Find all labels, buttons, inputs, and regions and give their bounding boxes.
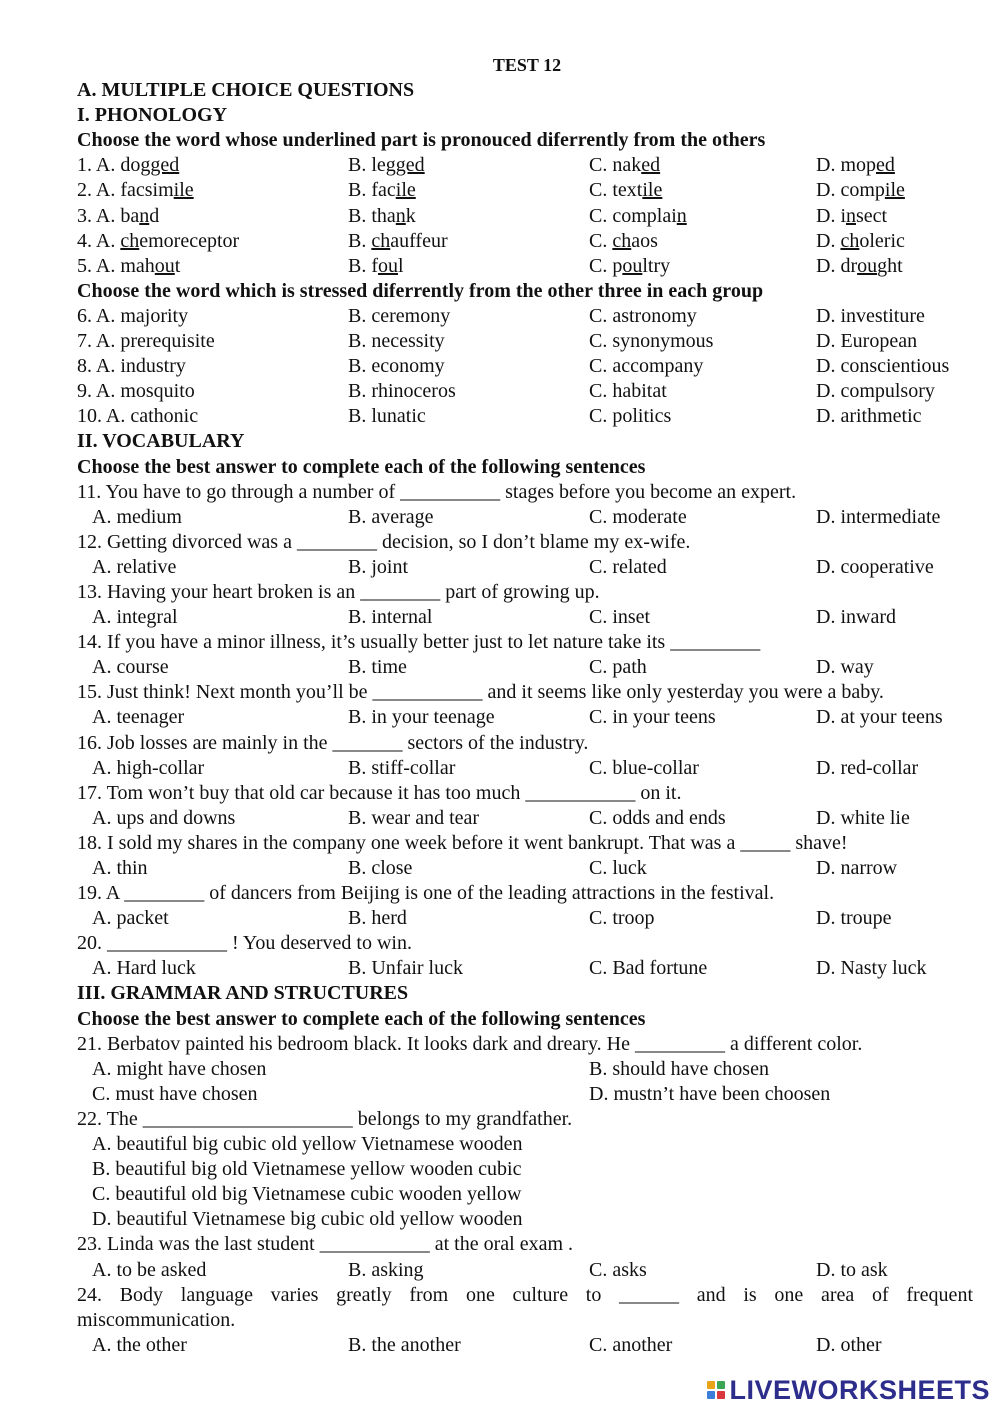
option[interactable]: A. ups and downs (92, 806, 236, 829)
vocabulary-options (77, 505, 977, 530)
option[interactable]: 4. A. chemoreceptor (77, 229, 240, 252)
vocabulary-options (77, 806, 977, 831)
option[interactable]: A. beautiful big cubic old yellow Vietnamese wooden (92, 1133, 523, 1156)
option[interactable]: B. in your teenage (348, 706, 495, 729)
option[interactable]: D. insect (816, 204, 888, 227)
option[interactable]: C. accompany (589, 355, 704, 378)
vocabulary-question: 16. Job losses are mainly in the _______ sectors of the industry. (77, 731, 589, 754)
option[interactable]: A. high-collar (92, 756, 205, 779)
section-a-heading: A. MULTIPLE CHOICE QUESTIONS (77, 79, 415, 102)
option[interactable]: C. astronomy (589, 304, 697, 327)
option[interactable]: D. way (816, 656, 874, 679)
option[interactable]: A. thin (92, 857, 148, 879)
option[interactable]: A. Hard luck (92, 957, 196, 980)
vocabulary-options (77, 856, 977, 881)
option[interactable]: D. compile (816, 179, 905, 202)
option[interactable]: A. relative (92, 555, 177, 578)
option[interactable]: D. investiture (816, 304, 925, 327)
option[interactable]: C. poultry (589, 254, 671, 277)
option[interactable]: 7. A. prerequisite (77, 330, 215, 353)
vocabulary-question: 13. Having your heart broken is an ________ part of growing up. (77, 580, 600, 603)
option[interactable]: 1. A. dogged (77, 154, 180, 177)
option[interactable]: D. intermediate (816, 505, 941, 528)
option[interactable]: C. related (589, 555, 667, 578)
vocabulary-heading: II. VOCABULARY (77, 430, 245, 453)
option[interactable]: B. joint (348, 555, 409, 578)
question-21-options-row1 (77, 1057, 977, 1082)
liveworksheets-logo-icon (707, 1381, 725, 1399)
option[interactable]: A. might have chosen (92, 1057, 267, 1080)
option[interactable]: C. troop (589, 907, 655, 930)
option[interactable]: D. moped (816, 154, 895, 177)
option[interactable]: C. odds and ends (589, 806, 726, 829)
option[interactable]: C. inset (589, 606, 651, 629)
option[interactable]: D. cooperative (816, 555, 934, 578)
vocabulary-options (77, 756, 977, 781)
option[interactable]: D. conscientious (816, 355, 950, 378)
option[interactable]: A. to be asked (92, 1258, 207, 1281)
option[interactable]: B. should have chosen (589, 1057, 769, 1080)
logo-text: LIVEWORKSHEETS (729, 1374, 990, 1405)
option[interactable]: B. asking (348, 1258, 424, 1281)
liveworksheets-logo (707, 1375, 990, 1405)
question-22: 22. The _____________________ belongs to my grandfather. (77, 1107, 573, 1130)
option[interactable]: B. ceremony (348, 304, 451, 327)
option[interactable]: B. stiff-collar (348, 756, 456, 779)
phonology-question (77, 229, 977, 254)
option[interactable]: B. close (348, 857, 413, 879)
option[interactable]: 3. A. band (77, 204, 160, 227)
option[interactable]: D. beautiful Vietnamese big cubic old yellow wooden (92, 1208, 523, 1231)
option[interactable]: D. choleric (816, 229, 905, 252)
option[interactable]: C. path (589, 656, 647, 679)
option[interactable]: C. complain (589, 204, 687, 227)
vocabulary-options (77, 705, 977, 730)
question-24-continued: miscommunication. (77, 1308, 236, 1331)
option[interactable]: C. moderate (589, 505, 687, 528)
option[interactable]: C. habitat (589, 380, 667, 403)
grammar-heading: III. GRAMMAR AND STRUCTURES (77, 982, 409, 1005)
vocabulary-options (77, 655, 977, 680)
option[interactable]: D. other (816, 1333, 882, 1356)
vocabulary-question: 18. I sold my shares in the company one week before it went bankrupt. That was a _____ shave! (77, 831, 848, 854)
option[interactable]: A. the other (92, 1333, 187, 1356)
option[interactable]: B. legged (348, 154, 425, 177)
option[interactable]: D. compulsory (816, 380, 935, 403)
option[interactable]: D. arithmetic (816, 405, 922, 428)
vocabulary-options (77, 956, 977, 981)
option[interactable]: D. inward (816, 606, 896, 629)
vocabulary-options (77, 605, 977, 630)
option[interactable]: B. the another (348, 1333, 461, 1356)
option[interactable]: B. foul (348, 254, 404, 277)
option[interactable]: B. internal (348, 606, 433, 629)
option[interactable]: D. troupe (816, 907, 892, 930)
stress-question (77, 379, 977, 404)
option[interactable]: B. time (348, 656, 407, 679)
option[interactable]: 6. A. majority (77, 304, 189, 327)
vocabulary-options (77, 555, 977, 580)
stress-question (77, 354, 977, 379)
option[interactable]: C. another (589, 1333, 673, 1356)
option[interactable]: B. lunatic (348, 405, 426, 428)
option[interactable]: C. blue-collar (589, 756, 699, 779)
vocabulary-question: 12. Getting divorced was a ________ decision, so I don’t blame my ex-wife. (77, 530, 691, 553)
option[interactable]: D. narrow (816, 857, 898, 879)
option[interactable]: A. teenager (92, 706, 185, 729)
option[interactable]: B. necessity (348, 330, 445, 353)
option[interactable]: B. herd (348, 907, 407, 930)
option[interactable]: C. luck (589, 857, 647, 879)
phonology-instruction: Choose the word whose underlined part is pronouced diferrently from the others (77, 129, 766, 152)
phonology-question (77, 178, 977, 203)
option[interactable]: B. facile (348, 179, 416, 202)
stress-instruction: Choose the word which is stressed diferrently from the other three in each group (77, 279, 764, 302)
option[interactable]: A. medium (92, 505, 182, 528)
grammar-instruction: Choose the best answer to complete each of the following sentences (77, 1007, 646, 1030)
option[interactable]: 10. A. cathonic (77, 405, 199, 428)
option[interactable]: C. synonymous (589, 330, 714, 353)
test-title: TEST 12 (492, 55, 562, 75)
option[interactable]: B. chauffeur (348, 229, 448, 252)
vocabulary-question: 15. Just think! Next month you’ll be ___________ and it seems like only yesterday you were a baby. (77, 681, 884, 704)
option[interactable]: C. politics (589, 405, 672, 428)
option[interactable]: C. Bad fortune (589, 957, 708, 980)
option[interactable]: B. thank (348, 204, 416, 227)
stress-question (77, 304, 977, 329)
option[interactable]: D. at your teens (816, 706, 943, 729)
vocabulary-questions (77, 480, 977, 982)
option[interactable]: D. white lie (816, 806, 910, 829)
stress-question (77, 404, 977, 429)
question-24: 24. Body language varies greatly from one culture to ______ and is one area of frequent (77, 1283, 973, 1306)
question-23-options (77, 1258, 977, 1283)
option[interactable]: 9. A. mosquito (77, 380, 195, 403)
option[interactable]: C. textile (589, 179, 663, 202)
option[interactable]: C. beautiful old big Vietnamese cubic wooden yellow (92, 1183, 522, 1206)
phonology-question (77, 204, 977, 229)
option[interactable]: 8. A. industry (77, 355, 186, 378)
option[interactable]: 5. A. mahout (77, 254, 181, 277)
vocabulary-question: 17. Tom won’t buy that old car because it has too much ___________ on it. (77, 781, 682, 804)
option[interactable]: B. beautiful big old Vietnamese yellow wooden cubic (92, 1158, 522, 1181)
vocabulary-question: 19. A ________ of dancers from Beijing is one of the leading attractions in the festival. (77, 882, 775, 905)
option[interactable]: A. integral (92, 606, 178, 629)
option[interactable]: D. European (816, 330, 918, 353)
option[interactable]: A. course (92, 656, 169, 679)
vocabulary-question: 20. ____________ ! You deserved to win. (77, 932, 412, 955)
option[interactable]: D. drought (816, 254, 903, 277)
option[interactable]: B. wear and tear (348, 806, 480, 829)
worksheet (77, 53, 977, 1358)
question-21-options-row2 (77, 1082, 977, 1107)
phonology-question (77, 153, 977, 178)
vocabulary-options (77, 906, 977, 931)
option[interactable]: B. Unfair luck (348, 957, 463, 980)
option[interactable]: D. Nasty luck (816, 957, 927, 980)
vocabulary-instruction: Choose the best answer to complete each of the following sentences (77, 455, 646, 478)
phonology-question (77, 254, 977, 279)
option[interactable]: C. asks (589, 1258, 647, 1281)
vocabulary-question: 14. If you have a minor illness, it’s usually better just to let nature take its _________ (77, 631, 761, 654)
stress-questions (77, 304, 977, 429)
question-21: 21. Berbatov painted his bedroom black. It looks dark and dreary. He _________ a different color. (77, 1032, 863, 1055)
option[interactable]: C. in your teens (589, 706, 716, 729)
option[interactable]: B. economy (348, 355, 445, 378)
question-24-options (77, 1333, 977, 1358)
vocabulary-question: 11. You have to go through a number of __________ stages before you become an expert. (77, 480, 797, 503)
option[interactable]: C. naked (589, 154, 661, 177)
option[interactable]: C. must have chosen (92, 1082, 258, 1105)
option[interactable]: B. average (348, 505, 434, 528)
stress-question (77, 329, 977, 354)
option[interactable]: D. mustn’t have been choosen (589, 1082, 831, 1105)
phonology-questions (77, 153, 977, 278)
option[interactable]: D. red-collar (816, 756, 919, 779)
option[interactable]: B. rhinoceros (348, 380, 456, 403)
option[interactable]: C. chaos (589, 229, 658, 252)
option[interactable]: A. packet (92, 907, 169, 930)
option[interactable]: 2. A. facsimile (77, 179, 194, 202)
question-23: 23. Linda was the last student ___________ at the oral exam . (77, 1233, 574, 1256)
option[interactable]: D. to ask (816, 1258, 888, 1281)
phonology-heading: I. PHONOLOGY (77, 104, 228, 127)
